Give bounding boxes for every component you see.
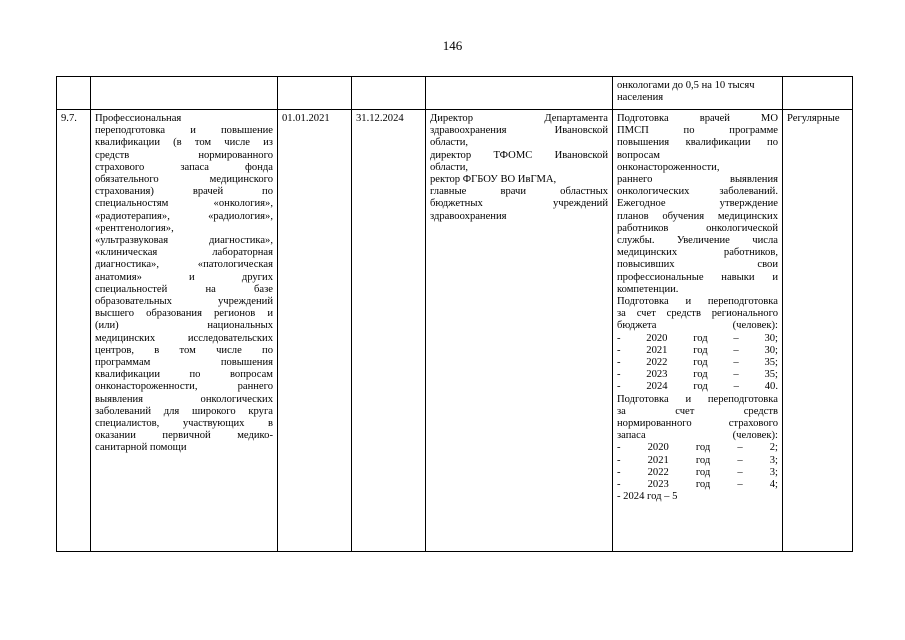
cont-number-cell (57, 77, 91, 110)
result-line: службы. Увеличение числа (617, 235, 778, 247)
result-line: Ежегодное утверждение (617, 198, 778, 210)
name-line: специальностей на базе (95, 283, 273, 295)
result-line: повышения квалификации по (617, 137, 778, 149)
name-line: страхового запаса фонда (95, 161, 273, 173)
end-date: 31.12.2024 (356, 113, 404, 124)
item-name-cell (91, 110, 278, 552)
result-line: Подготовка и переподготовка (617, 296, 778, 308)
result-line: - 2024 год – 5 (617, 491, 678, 503)
result-line: Подготовка врачей МО (617, 113, 778, 124)
result-line: - 2024 год – 40. (617, 381, 778, 393)
result-line: - 2023 год – 4; (617, 479, 778, 491)
result-line: онкологических заболеваний. (617, 186, 778, 198)
cont-frequency-cell (783, 77, 853, 110)
end-date-cell (352, 110, 426, 552)
name-line: «рентгенология», (95, 222, 174, 234)
result-line: - 2023 год – 35; (617, 369, 778, 381)
frequency: Регулярные (787, 113, 840, 124)
name-line: медицинских исследовательских (95, 332, 273, 344)
result-line: за счет средств регионального (617, 308, 778, 320)
name-line: онконастороженности, раннего (95, 381, 273, 393)
result-line: бюджета (человек): (617, 320, 778, 332)
responsible-line: области, (430, 137, 469, 149)
cont-end-cell (352, 77, 426, 110)
responsible-line: главные врачи областных (430, 186, 608, 198)
cont-name-cell (91, 77, 278, 110)
result-line: - 2021 год – 3; (617, 454, 778, 466)
result-line: онконастороженности, (617, 161, 720, 173)
result-line: нормированного страхового (617, 418, 778, 430)
item-name (95, 113, 273, 455)
name-line: заболеваний для широкого круга (95, 405, 273, 417)
responsible-line: Директор Департамента (430, 113, 608, 124)
name-line: центров, в том числе по (95, 344, 273, 356)
name-line: квалификации по вопросам (95, 369, 273, 381)
responsible-cell (426, 110, 613, 552)
name-line: выявления онкологических (95, 393, 273, 405)
result-line: ПМСП по программе (617, 125, 778, 137)
name-line: средств нормированного (95, 149, 273, 161)
item-number: 9.7. (61, 113, 77, 124)
result-line: - 2020 год – 30; (617, 332, 778, 344)
name-line: специалистов, участвующих в (95, 418, 273, 430)
name-line: квалификации (в том числе из (95, 137, 273, 149)
continuation-row (57, 77, 853, 110)
table-row (57, 110, 853, 552)
responsible-line: директор ТФОМС Ивановской (430, 149, 608, 161)
responsible-line: здравоохранения Ивановской (430, 125, 608, 137)
result-line: запаса (человек): (617, 430, 778, 442)
name-line: образовательных учреждений (95, 296, 273, 308)
result-tail-line: онкологами до 0,5 на 10 тысяч (617, 80, 755, 91)
name-line: (или) национальных (95, 320, 273, 332)
frequency-cell (783, 110, 853, 552)
start-date: 01.01.2021 (282, 113, 330, 124)
result-tail-line: населения (617, 92, 664, 104)
activities-table (56, 76, 853, 552)
result-line: - 2022 год – 3; (617, 466, 778, 478)
name-line: «ультразвуковая диагностика», (95, 235, 273, 247)
result-line: медицинских работников, (617, 247, 778, 259)
result-line: планов обучения медицинских (617, 210, 778, 222)
cont-start-cell (278, 77, 352, 110)
result-line: повысивших свои (617, 259, 778, 271)
result-line: - 2020 год – 2; (617, 442, 778, 454)
result-line: компетенции. (617, 283, 679, 295)
item-number-cell (57, 110, 91, 552)
responsible-line: ректор ФГБОУ ВО ИвГМА, (430, 174, 557, 186)
name-line: Профессиональная (95, 113, 182, 124)
cont-responsible-cell (426, 77, 613, 110)
name-line: анатомия» и других (95, 271, 273, 283)
name-line: «клиническая лабораторная (95, 247, 273, 259)
name-line: программам повышения (95, 357, 273, 369)
result-line: Подготовка и переподготовка (617, 393, 778, 405)
result-line: раннего выявления (617, 174, 778, 186)
name-line: высшего образования регионов и (95, 308, 273, 320)
result-cell (613, 110, 783, 552)
responsible-line: области, (430, 161, 469, 173)
name-line: санитарной помощи (95, 442, 187, 454)
result-line: работников онкологической (617, 222, 778, 234)
result-line: - 2021 год – 30; (617, 344, 778, 356)
start-date-cell (278, 110, 352, 552)
page-number: 146 (442, 38, 463, 53)
name-line: специальностям «онкология», (95, 198, 273, 210)
name-line: страхования) врачей по (95, 186, 273, 198)
responsible-line: здравоохранения (430, 210, 507, 222)
name-line: диагностика», «патологическая (95, 259, 273, 271)
result-line: профессиональные навыки и (617, 271, 778, 283)
responsible-line: бюджетных учреждений (430, 198, 608, 210)
expected-result (617, 113, 778, 504)
name-line: «радиотерапия», «радиология», (95, 210, 273, 222)
result-line: за счет средств (617, 405, 778, 417)
name-line: оказании первичной медико- (95, 430, 273, 442)
name-line: обязательного медицинского (95, 174, 273, 186)
responsible-list (430, 113, 608, 223)
name-line: переподготовка и повышение (95, 125, 273, 137)
result-line: вопросам (617, 149, 660, 161)
result-line: - 2022 год – 35; (617, 357, 778, 369)
cont-result-cell (613, 77, 783, 110)
